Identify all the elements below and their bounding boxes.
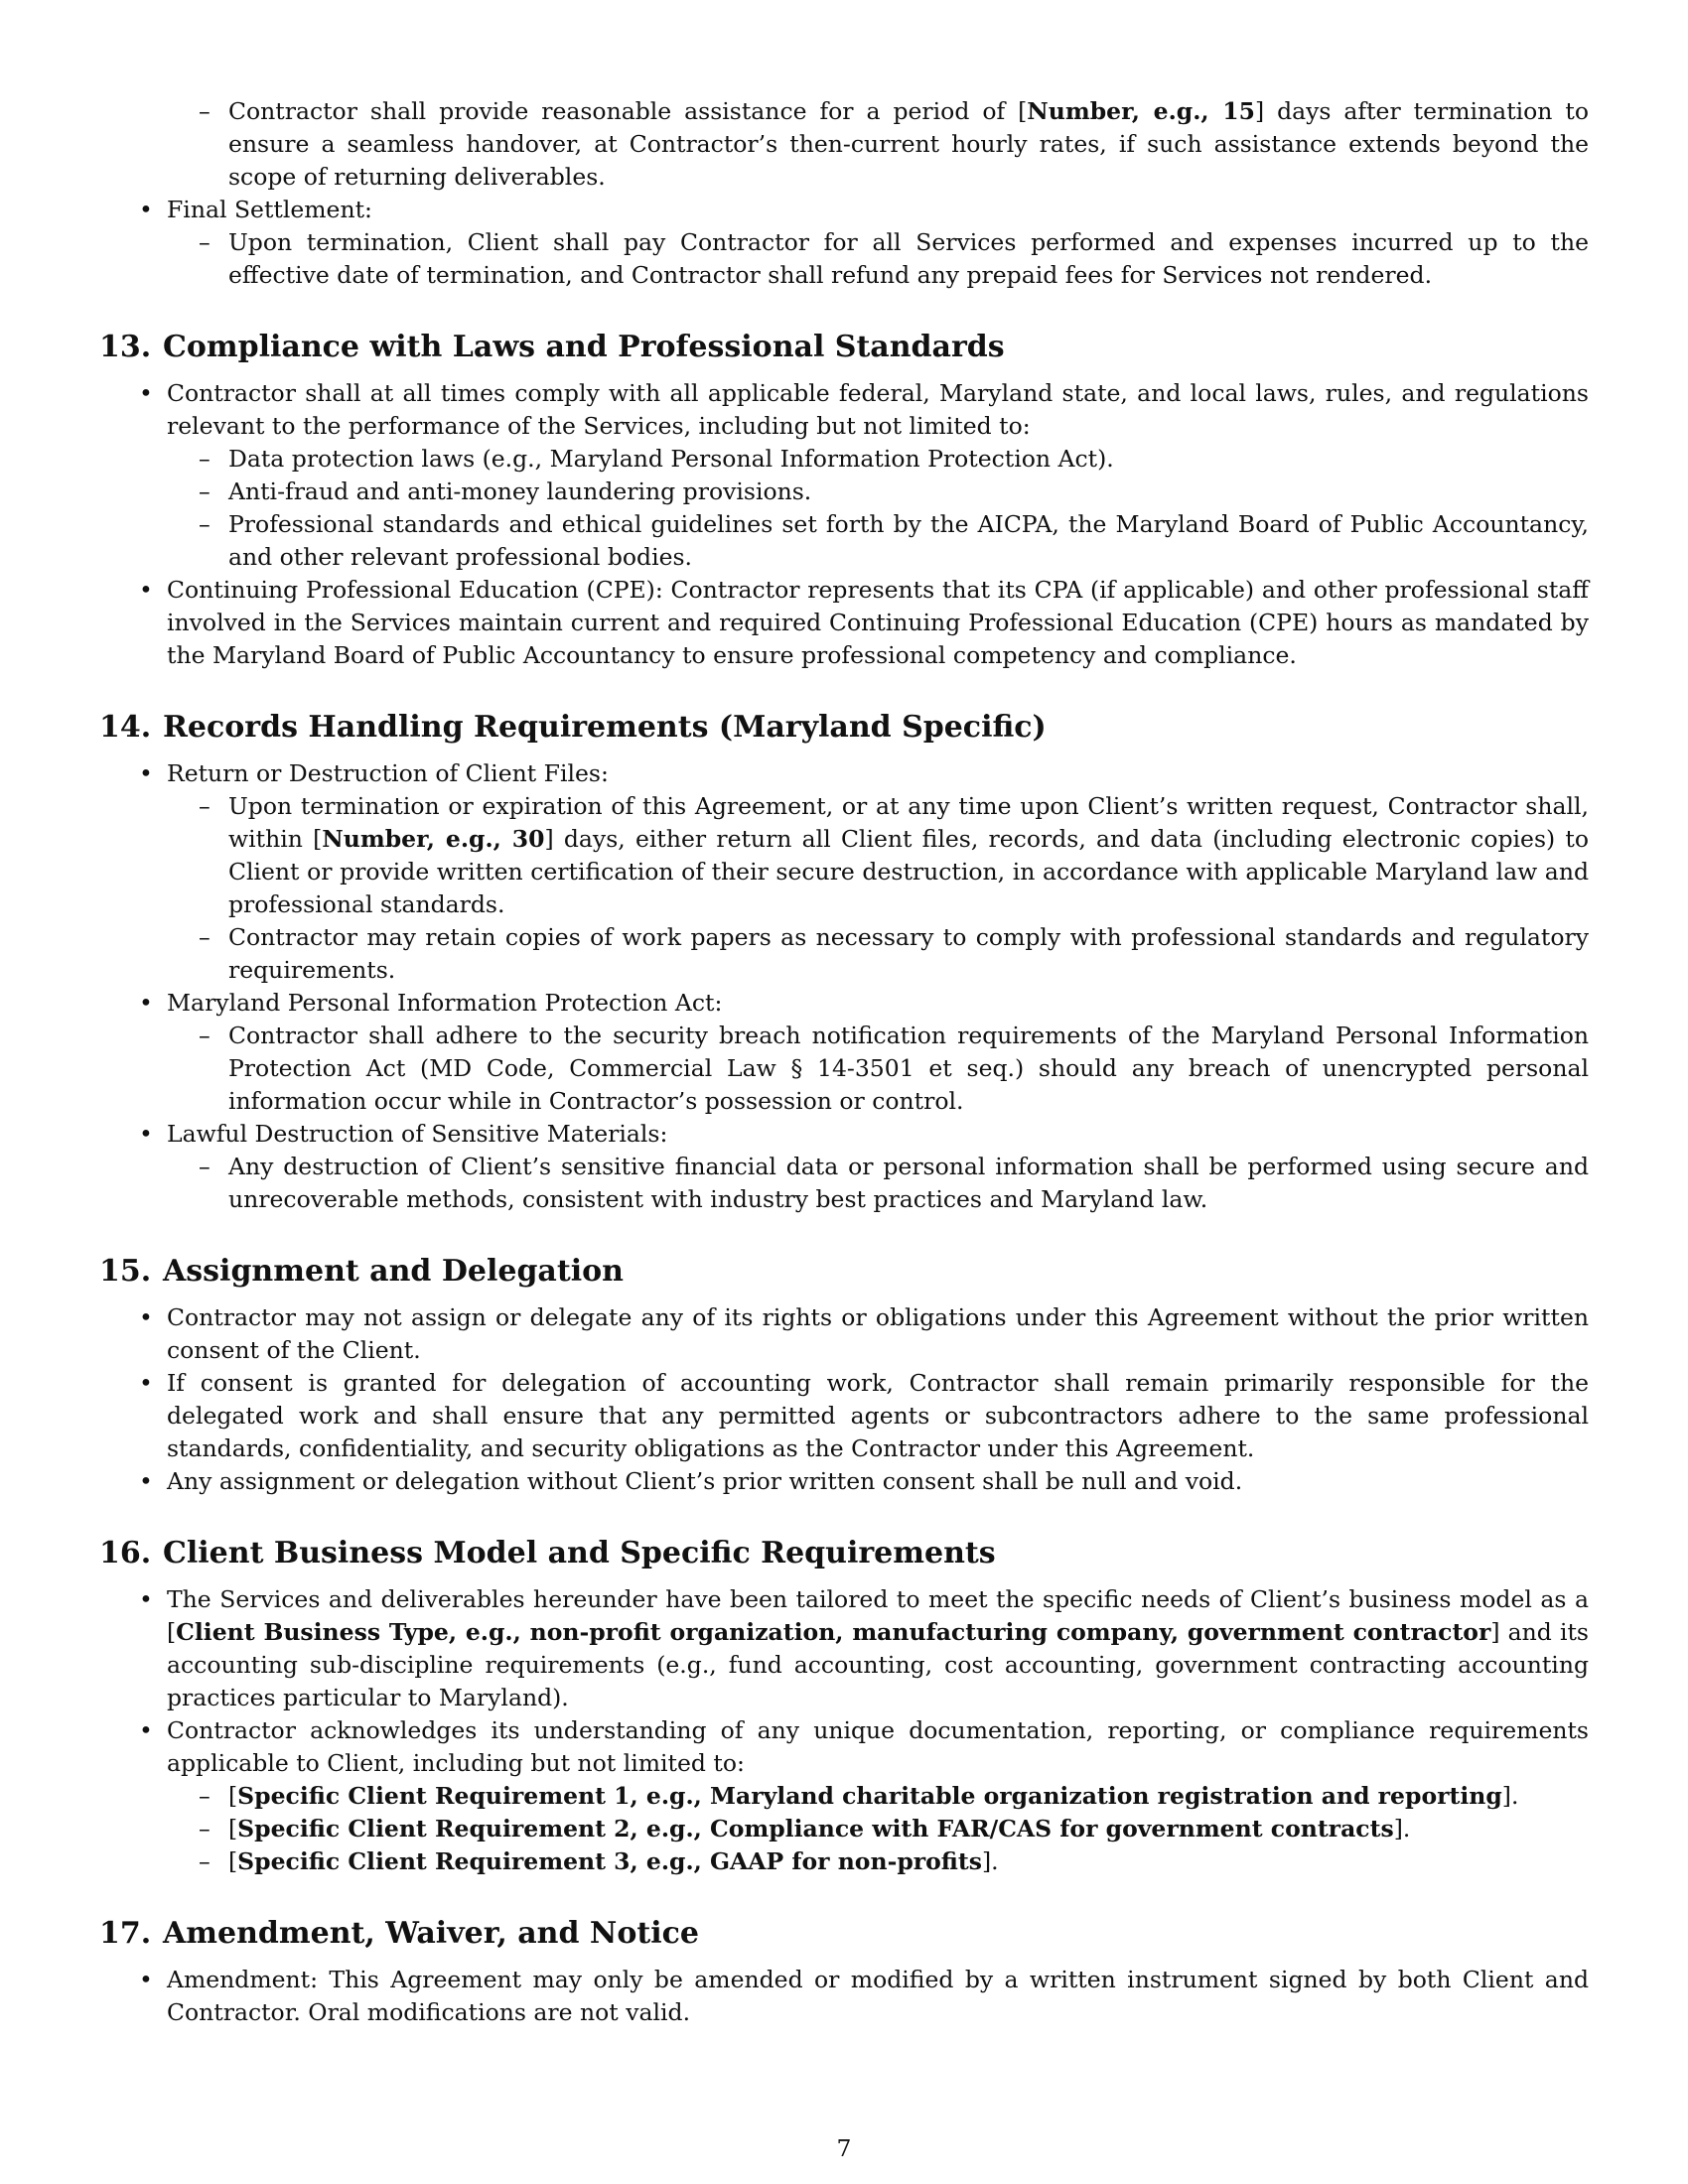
list-subitem: – Upon termination or expiration of this Agreement, or at any time upon Client’s written request, Contractor shall, within [Number, e.g., 30] days, either return all Client files, records, and data (including electronic copies) to Client or provide written certification of their secure destruction, in accordance with applicable Maryland law and professional standards. xyxy=(99,790,1589,921)
section-heading: 13. Compliance with Laws and Professional Standards xyxy=(99,330,1005,364)
section-heading: 17. Amendment, Waiver, and Notice xyxy=(99,1916,699,1951)
list-item: • Any assignment or delegation without Client’s prior written consent shall be null and void. xyxy=(99,1465,1589,1498)
list-item: • Maryland Personal Information Protection Act: xyxy=(99,987,1589,1020)
list-item: • The Services and deliverables hereunder have been tailored to meet the specific needs of Client’s business model as a [Client Business Type, e.g., non-profit organization, manufacturing company, government contractor] and its accounting sub-discipline requirements (e.g., fund accounting, cost accounting, government contracting accounting practices particular to Maryland). xyxy=(99,1583,1589,1714)
section-heading: 16. Client Business Model and Specific Requirements xyxy=(99,1536,996,1570)
list-item: • Final Settlement: xyxy=(99,194,1589,226)
list-item: • Contractor acknowledges its understanding of any unique documentation, reporting, or compliance requirements applicable to Client, including but not limited to: xyxy=(99,1714,1589,1780)
list-subitem: – [Specific Client Requirement 1, e.g., Maryland charitable organization registration and reporting]. xyxy=(99,1780,1589,1813)
placeholder-requirement-2: Specific Client Requirement 2, e.g., Compliance with FAR/CAS for government contracts xyxy=(237,1815,1394,1843)
list-subitem: – [Specific Client Requirement 3, e.g., GAAP for non-profits]. xyxy=(99,1845,1589,1878)
list-subitem: – Upon termination, Client shall pay Contractor for all Services performed and expenses incurred up to the effective date of termination, and Contractor shall refund any prepaid fees for Services not rendered. xyxy=(99,226,1589,292)
list-item: • Amendment: This Agreement may only be amended or modified by a written instrument signed by both Client and Contractor. Oral modifications are not valid. xyxy=(99,1964,1589,2029)
placeholder-number: Number, e.g., 30 xyxy=(322,825,545,853)
continued-section xyxy=(99,95,1589,292)
page-number: 7 xyxy=(836,2134,852,2162)
list-subitem: – Contractor may retain copies of work papers as necessary to comply with professional standards and regulatory requirements. xyxy=(99,921,1589,987)
section-17 xyxy=(99,1914,1589,2029)
list-subitem: – Contractor shall adhere to the security breach notification requirements of the Maryland Personal Information Protection Act (MD Code, Commercial Law § 14-3501 et seq.) should any breach of unencrypted personal information occur while in Contractor’s possession or control. xyxy=(99,1020,1589,1118)
section-heading: 15. Assignment and Delegation xyxy=(99,1254,624,1289)
placeholder-requirement-1: Specific Client Requirement 1, e.g., Maryland charitable organization registration and reporting xyxy=(237,1782,1502,1810)
section-heading: 14. Records Handling Requirements (Maryland Specific) xyxy=(99,710,1047,745)
list-item: • Return or Destruction of Client Files: xyxy=(99,757,1589,790)
placeholder-number: Number, e.g., 15 xyxy=(1027,97,1255,125)
section-15 xyxy=(99,1252,1589,1498)
placeholder-requirement-3: Specific Client Requirement 3, e.g., GAAP for non-profits xyxy=(237,1847,982,1875)
list-item: • Lawful Destruction of Sensitive Materials: xyxy=(99,1118,1589,1151)
list-subitem: – Contractor shall provide reasonable assistance for a period of [Number, e.g., 15] days after termination to ensure a seamless handover, at Contractor’s then-current hourly rates, if such assistance extends beyond the scope of returning deliverables. xyxy=(99,95,1589,194)
list-subitem: – Professional standards and ethical guidelines set forth by the AICPA, the Maryland Board of Public Accountancy, and other relevant professional bodies. xyxy=(99,508,1589,574)
document-page xyxy=(99,95,1589,2029)
list-item: • Contractor may not assign or delegate any of its rights or obligations under this Agreement without the prior written consent of the Client. xyxy=(99,1301,1589,1367)
section-16 xyxy=(99,1534,1589,1878)
placeholder-business-type: Client Business Type, e.g., non-profit organization, manufacturing company, government contractor xyxy=(176,1618,1491,1646)
section-13 xyxy=(99,328,1589,672)
list-subitem: – Data protection laws (e.g., Maryland Personal Information Protection Act). xyxy=(99,443,1589,476)
section-14 xyxy=(99,708,1589,1216)
list-subitem: – [Specific Client Requirement 2, e.g., Compliance with FAR/CAS for government contracts]. xyxy=(99,1813,1589,1845)
list-subitem: – Anti-fraud and anti-money laundering provisions. xyxy=(99,476,1589,508)
list-subitem: – Any destruction of Client’s sensitive financial data or personal information shall be performed using secure and unrecoverable methods, consistent with industry best practices and Maryland law. xyxy=(99,1151,1589,1216)
list-item: • Continuing Professional Education (CPE): Contractor represents that its CPA (if applicable) and other professional staff involved in the Services maintain current and required Continuing Professional Education (CPE) hours as mandated by the Maryland Board of Public Accountancy to ensure professional competency and compliance. xyxy=(99,574,1589,672)
list-item: • Contractor shall at all times comply with all applicable federal, Maryland state, and local laws, rules, and regulations relevant to the performance of the Services, including but not limited to: xyxy=(99,377,1589,443)
list-item: • If consent is granted for delegation of accounting work, Contractor shall remain primarily responsible for the delegated work and shall ensure that any permitted agents or subcontractors adhere to the same professional standards, confidentiality, and security obligations as the Contractor under this Agreement. xyxy=(99,1367,1589,1465)
